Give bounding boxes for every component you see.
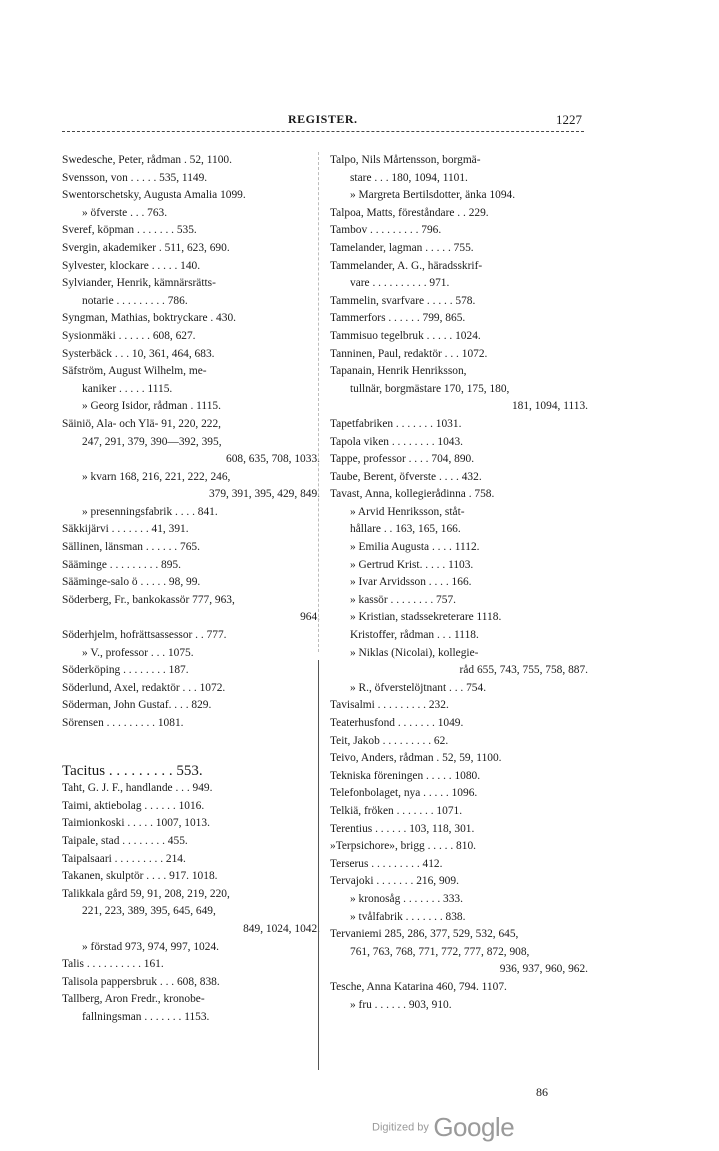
index-entry: » Kristian, stadssekreterare 1118. [350,611,502,624]
index-entry: Tammerfors . . . . . . 799, 865. [330,312,466,325]
index-entry: Taht, G. J. F., handlande . . . 949. [62,782,213,795]
index-entry: Teaterhusfond . . . . . . . 1049. [330,717,464,729]
index-entry: Söderberg, Fr., bankokassör 777, 963, [62,593,235,606]
index-entry: Sylvester, klockare . . . . . 140. [62,259,201,272]
index-entry: Taube, Berent, öfverste . . . . 432. [330,470,482,483]
column-divider-upper [318,152,319,652]
index-entry: Säfström, August Wilhelm, me- [62,365,207,378]
index-entry: Telkiä, fröken . . . . . . . 1071. [330,804,463,817]
index-entry: 608, 635, 708, 1033. [226,453,320,466]
index-entry: Systerbäck . . . 10, 361, 464, 683. [62,347,215,360]
index-entry: Svensson, von . . . . . 535, 1149. [62,171,208,184]
index-entry: Tacitus . . . . . . . . . 553. [62,762,203,779]
index-entry: Takanen, skulptör . . . . 917. 1018. [62,870,218,883]
index-entry: 379, 391, 395, 429, 849. [208,488,320,501]
index-entry: Söderhjelm, hofrättsassessor . . 777. [62,629,227,642]
index-entry: tullnär, borgmästare 170, 175, 180, [350,382,510,395]
index-entry: fallningsman . . . . . . . 1153. [82,1010,210,1023]
index-entry: Tavast, Anna, kollegierådinna . 758. [330,488,495,501]
index-entry: Teivo, Anders, rådman . 52, 59, 1100. [330,752,502,765]
page-number: 1227 [556,112,582,127]
index-entry: » presenningsfabrik . . . . 841. [82,505,218,518]
index-entry: Taipale, stad . . . . . . . . 455. [62,834,188,847]
header-rule [62,131,584,132]
index-entry: » Margreta Bertilsdotter, änka 1094. [350,189,516,202]
index-entry: » V., professor . . . 1075. [82,646,194,659]
index-entry: Tappe, professor . . . . 704, 890. [330,453,475,466]
index-entry: » kassör . . . . . . . . 757. [350,593,456,606]
index-entry: Sveref, köpman . . . . . . . 535. [62,224,197,237]
index-entry: Säiniö, Ala- och Ylä- 91, 220, 222, [62,417,222,430]
index-entry: Tervajoki . . . . . . . 216, 909. [330,875,459,888]
index-entry: Terserus . . . . . . . . . 412. [330,857,443,870]
index-entry: » Niklas (Nicolai), kollegie- [350,646,479,659]
index-entry: Telefonbolaget, nya . . . . . 1096. [330,787,478,800]
page-header [62,112,582,130]
index-entry: Söderlund, Axel, redaktör . . . 1072. [62,681,226,694]
index-entry: Talisola pappersbruk . . . 608, 838. [62,975,220,988]
index-entry: Talikkala gård 59, 91, 208, 219, 220, [62,887,230,900]
index-entry: Teit, Jakob . . . . . . . . . 62. [330,734,449,747]
index-entry: Tambov . . . . . . . . . 796. [330,224,442,237]
index-entry: Söderköping . . . . . . . . 187. [62,664,189,677]
index-entry: Talpo, Nils Mårtensson, borgmä- [330,154,481,166]
index-entry: 181, 1094, 1113. [511,400,588,413]
google-logo: Google [433,1112,515,1142]
left-column [62,152,320,1027]
index-entry: Tekniska föreningen . . . . . 1080. [330,769,481,782]
index-entry: stare . . . 180, 1094, 1101. [350,171,468,184]
index-entry: Tallberg, Aron Fredr., kronobe- [62,993,205,1006]
index-entry: » fru . . . . . . 903, 910. [350,998,452,1011]
column-divider-lower [318,660,319,1070]
index-entry: notarie . . . . . . . . . 786. [82,294,188,307]
index-entry: 936, 937, 960, 962. [499,963,588,976]
index-entry: Talis . . . . . . . . . . 161. [62,958,164,971]
index-entry: 761, 763, 768, 771, 772, 777, 872, 908, [350,945,530,958]
section-gap [62,733,320,763]
page-title: REGISTER. [288,112,358,126]
index-entry: Tamelander, lagman . . . . . 755. [330,241,474,254]
index-entry: Terentius . . . . . . 103, 118, 301. [330,822,475,835]
index-entry: Säkkijärvi . . . . . . . 41, 391. [62,523,189,536]
index-entry: » tvålfabrik . . . . . . . 838. [350,910,466,923]
index-entry: Tammisuo tegelbruk . . . . . 1024. [330,329,481,342]
index-entry: Svergin, akademiker . 511, 623, 690. [62,241,230,254]
index-entry: » Georg Isidor, rådman . 1115. [82,400,221,413]
index-entry: Taimionkoski . . . . . 1007, 1013. [62,817,210,830]
index-entry: Taimi, aktiebolag . . . . . . 1016. [62,799,205,812]
index-entry: Tanninen, Paul, redaktör . . . 1072. [330,347,488,360]
index-entry: Sällinen, länsman . . . . . . 765. [62,541,200,554]
index-entry: 964. [300,611,320,624]
right-column [330,152,588,1014]
index-entry: Tammelin, svarfvare . . . . . 578. [330,294,476,307]
index-entry: »Terpsichore», brigg . . . . . 810. [330,840,476,853]
index-entry: Söderman, John Gustaf. . . . 829. [62,699,212,712]
index-entry: » kronosåg . . . . . . . 333. [350,892,463,905]
index-entry: Sääminge . . . . . . . . . 895. [62,558,181,571]
index-entry: Tapanain, Henrik Henriksson, [330,365,467,378]
index-entry: » Ivar Arvidsson . . . . 166. [350,576,472,589]
index-entry: hållare . . 163, 165, 166. [350,523,461,536]
index-entry: Tervaniemi 285, 286, 377, 529, 532, 645, [330,928,519,941]
index-entry: Tapola viken . . . . . . . . 1043. [330,435,464,448]
index-entry: » Emilia Augusta . . . . 1112. [350,541,480,554]
index-entry: » Arvid Henriksson, ståt- [350,505,465,518]
index-entry: Tesche, Anna Katarina 460, 794. 1107. [330,980,507,993]
index-entry: Sysionmäki . . . . . . 608, 627. [62,329,196,342]
signature-number: 86 [536,1085,548,1099]
index-entry: Tavisalmi . . . . . . . . . 232. [330,699,449,712]
index-entry: 247, 291, 379, 390—392, 395, [82,435,222,448]
digitized-watermark [372,1112,514,1143]
index-entry: vare . . . . . . . . . . 971. [350,277,450,290]
index-entry: Sääminge-salo ö . . . . . 98, 99. [62,576,201,589]
watermark-prefix: Digitized by [372,1121,429,1134]
index-entry: Tapetfabriken . . . . . . . 1031. [330,417,462,430]
index-entry: » kvarn 168, 216, 221, 222, 246, [82,470,231,483]
index-entry: Sylviander, Henrik, kämnärsrätts- [62,277,216,290]
index-entry: » Gertrud Krist. . . . . 1103. [350,558,474,571]
index-entry: » R., öfverstelöjtnant . . . 754. [350,681,487,694]
index-entry: Swentorschetsky, Augusta Amalia 1099. [62,189,246,202]
index-entry: 221, 223, 389, 395, 645, 649, [82,905,216,918]
index-entry: Kristoffer, rådman . . . 1118. [350,629,479,642]
index-entry: Syngman, Mathias, boktryckare . 430. [62,312,236,325]
index-entry: » öfverste . . . 763. [82,206,168,219]
index-entry: Taipalsaari . . . . . . . . . 214. [62,852,186,865]
index-entry: kaniker . . . . . 1115. [82,382,173,395]
index-entry: 849, 1024, 1042. [243,922,320,935]
index-entry: Swedesche, Peter, rådman . 52, 1100. [62,154,232,166]
index-entry: råd 655, 743, 755, 758, 887. [459,664,588,677]
index-entry: » förstad 973, 974, 997, 1024. [82,940,219,953]
index-entry: Sörensen . . . . . . . . . 1081. [62,717,184,729]
index-entry: Tammelander, A. G., häradsskrif- [330,259,483,272]
index-entry: Talpoa, Matts, föreståndare . . 229. [330,206,489,219]
